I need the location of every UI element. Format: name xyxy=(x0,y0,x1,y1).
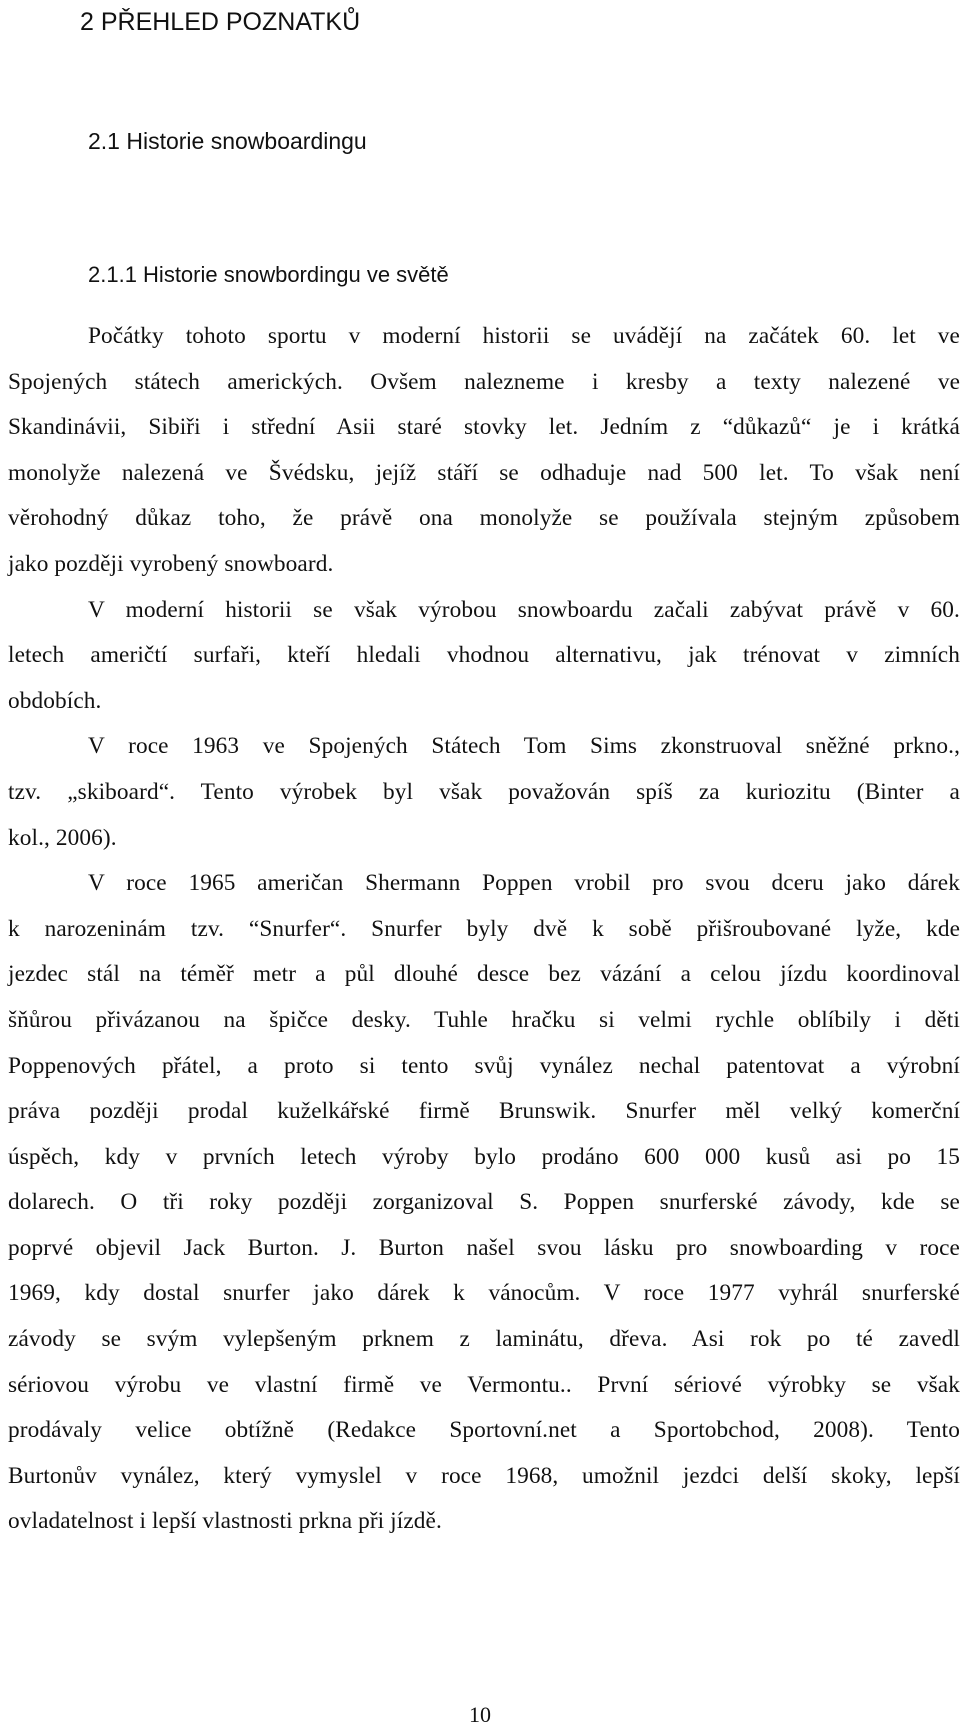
text-line: k narozeninám tzv. “Snurfer“. Snurfer byly dvě k sobě přišroubované lyže, kde xyxy=(8,915,960,942)
text-line: 1969, kdy dostal snurfer jako dárek k vánocům. V roce 1977 vyhrál snurferské xyxy=(8,1280,960,1307)
subsection-heading: 2.1.1 Historie snowbordingu ve světě xyxy=(88,262,449,287)
text-line: obdobích. xyxy=(8,687,102,714)
text-line: poprvé objevil Jack Burton. J. Burton našel svou lásku pro snowboarding v roce xyxy=(8,1234,960,1261)
text-line: jezdec stál na téměř metr a půl dlouhé desce bez vázání a celou jízdu koordinoval xyxy=(8,961,960,988)
text-line: Poppenových přátel, a proto si tento svůj vynález nechal patentovat a výrobní xyxy=(8,1052,960,1079)
text-line: Spojených státech amerických. Ovšem nalezneme i kresby a texty nalezené ve xyxy=(8,368,960,395)
text-line: Burtonův vynález, který vymyslel v roce 1968, umožnil jezdci delší skoky, lepší xyxy=(8,1462,960,1489)
text-line: Skandinávii, Sibiři i střední Asii staré stovky let. Jedním z “důkazů“ je i krátká xyxy=(8,414,960,441)
text-line: letech američtí surfaři, kteří hledali vhodnou alternativu, jak trénovat v zimních xyxy=(8,642,960,669)
section-heading: 2.1 Historie snowboardingu xyxy=(88,128,367,154)
text-line: závody se svým vylepšeným prknem z laminátu, dřeva. Asi rok po té zavedl xyxy=(8,1326,960,1353)
body-text xyxy=(8,314,960,1545)
text-line: V moderní historii se však výrobou snowboardu začali zabývat právě v 60. xyxy=(88,596,960,623)
page-number: 10 xyxy=(469,1702,491,1727)
text-line: úspěch, kdy v prvních letech výroby bylo prodáno 600 000 kusů asi po 15 xyxy=(8,1143,960,1170)
text-line: kol., 2006). xyxy=(8,824,117,851)
text-line: monolyže nalezená ve Švédsku, jejíž stáří se odhaduje nad 500 let. To však není xyxy=(8,459,960,486)
text-line: V roce 1965 američan Shermann Poppen vrobil pro svou dceru jako dárek xyxy=(88,870,960,897)
text-line: práva později prodal kuželkářské firmě Brunswik. Snurfer měl velký komerční xyxy=(8,1098,960,1125)
text-line: prodávaly velice obtížně (Redakce Sportovní.net a Sportobchod, 2008). Tento xyxy=(8,1417,960,1444)
text-line: sériovou výrobu ve vlastní firmě ve Vermontu.. První sériové výrobky se však xyxy=(8,1371,960,1398)
text-line: jako později vyrobený snowboard. xyxy=(8,550,334,577)
text-line: šňůrou přivázanou na špičce desky. Tuhle hračku si velmi rychle oblíbily i děti xyxy=(8,1006,960,1033)
text-line: V roce 1963 ve Spojených Státech Tom Sims zkonstruoval sněžné prkno., xyxy=(88,733,960,760)
text-line: ovladatelnost i lepší vlastnosti prkna při jízdě. xyxy=(8,1508,442,1535)
text-line: Počátky tohoto sportu v moderní historii se uvádějí na začátek 60. let ve xyxy=(88,323,960,349)
text-line: věrohodný důkaz toho, že právě ona monolyže se používala stejným způsobem xyxy=(8,505,960,532)
chapter-heading: 2 PŘEHLED POZNATKŮ xyxy=(80,8,361,36)
text-line: tzv. „skiboard“. Tento výrobek byl však považován spíš za kuriozitu (Binter a xyxy=(8,778,960,805)
text-line: dolarech. O tři roky později zorganizoval S. Poppen snurferské závody, kde se xyxy=(8,1189,960,1216)
